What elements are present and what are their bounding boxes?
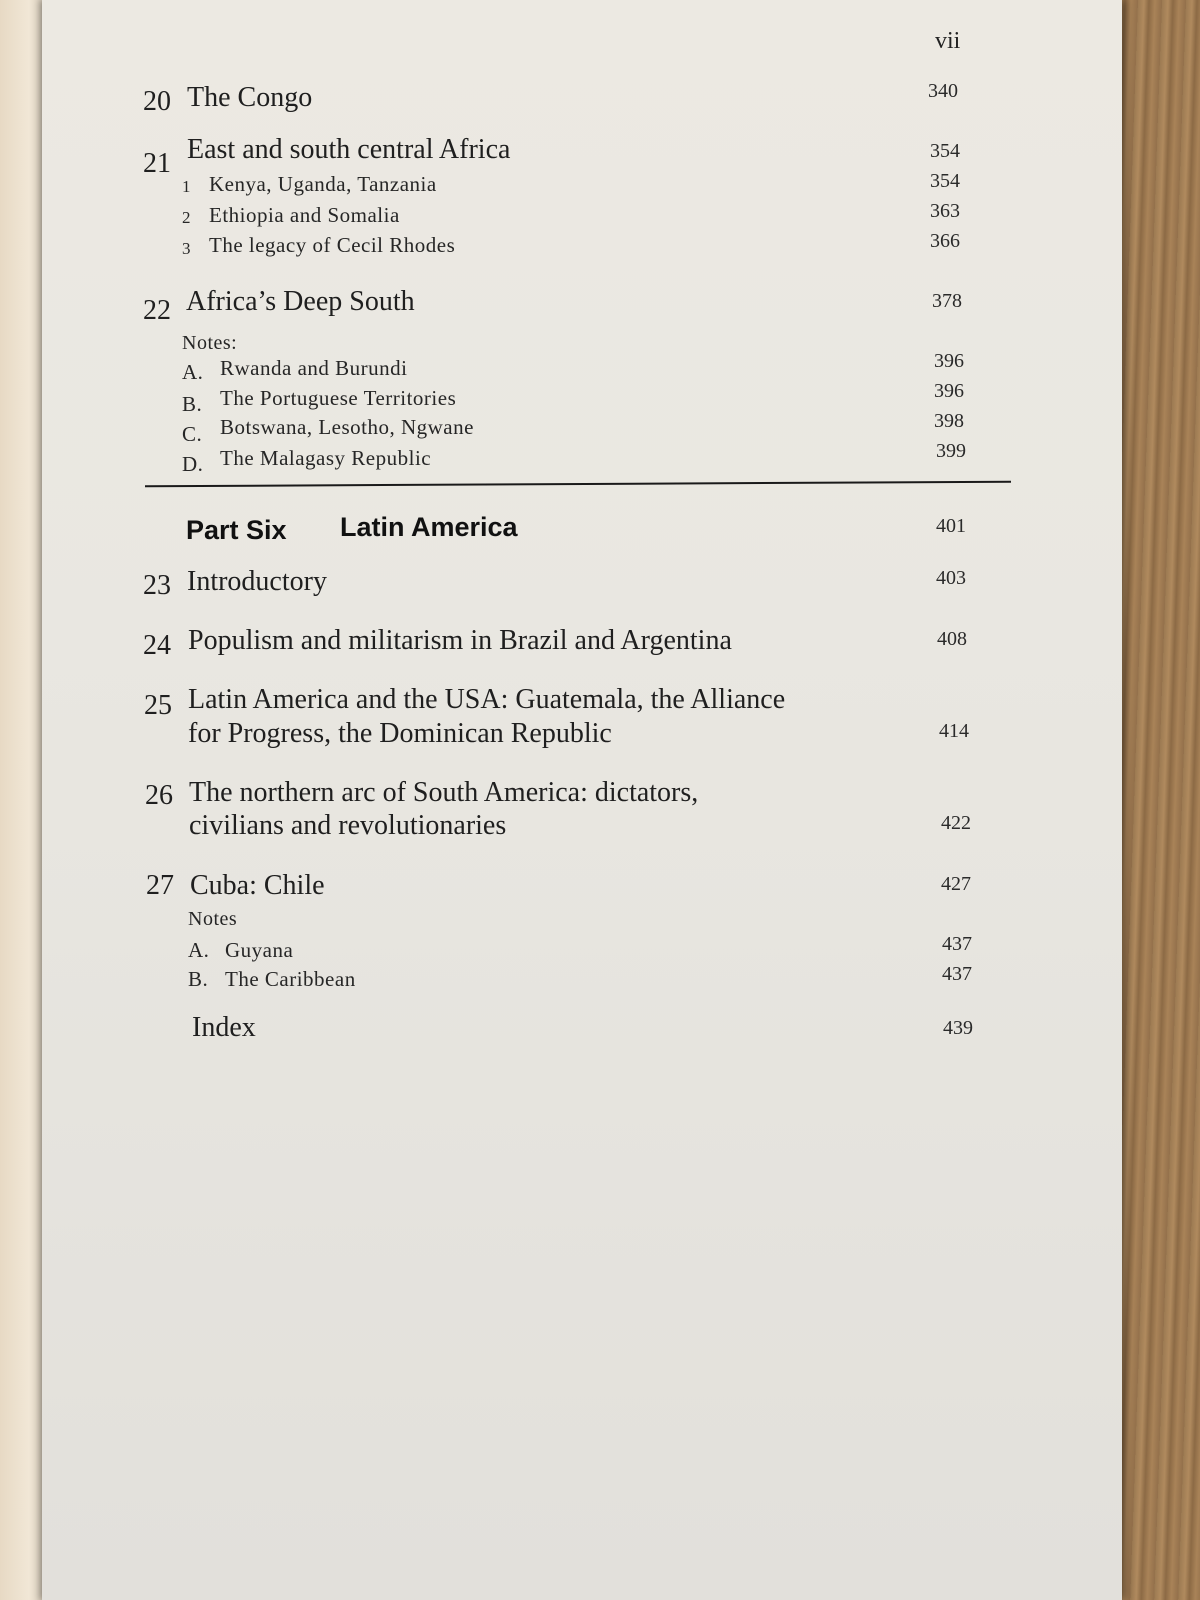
chapter-page-27: 427 <box>941 873 971 895</box>
chapter-page-23: 403 <box>936 567 966 589</box>
chapter-title-21: East and south central Africa <box>187 134 511 165</box>
chapter-title-24: Populism and militarism in Brazil and Argentina <box>188 625 732 656</box>
section-divider <box>145 481 1011 488</box>
chapter-title-22: Africa’s Deep South <box>186 286 415 317</box>
chapter-title-25-line2: for Progress, the Dominican Republic <box>188 718 612 749</box>
sub-mark: 3 <box>182 239 191 258</box>
note-title: Guyana <box>225 938 294 962</box>
note-title: Botswana, Lesotho, Ngwane <box>220 415 474 439</box>
sub-title: Ethiopia and Somalia <box>209 203 400 227</box>
part-page: 401 <box>936 515 966 537</box>
sub-title: The legacy of Cecil Rhodes <box>209 233 456 257</box>
note-title: The Caribbean <box>225 967 356 991</box>
sub-title: Kenya, Uganda, Tanzania <box>209 172 437 196</box>
chapter-title-25-line1: Latin America and the USA: Guatemala, the Alliance <box>188 684 786 715</box>
note-title: The Portuguese Territories <box>220 386 457 410</box>
note-page: 399 <box>936 440 966 462</box>
note-page: 396 <box>934 380 964 402</box>
note-mark: B. <box>188 967 209 991</box>
index-page: 439 <box>943 1017 973 1039</box>
notes-label: Notes: <box>182 332 238 354</box>
chapter-number-20: 20 <box>143 86 171 117</box>
sub-page: 363 <box>930 200 960 222</box>
note-mark: A. <box>188 938 210 962</box>
index-title: Index <box>192 1012 256 1043</box>
note-page: 437 <box>942 933 972 955</box>
chapter-page-24: 408 <box>937 628 967 650</box>
chapter-title-27: Cuba: Chile <box>190 870 325 901</box>
chapter-title-26-line1: The northern arc of South America: dictators, <box>189 777 699 808</box>
chapter-title-23: Introductory <box>187 566 327 597</box>
book-page <box>42 0 1122 1600</box>
page-edge <box>0 0 48 1600</box>
chapter-number-21: 21 <box>143 148 171 179</box>
chapter-page-22: 378 <box>932 290 962 312</box>
page-number: vii <box>935 28 961 54</box>
part-title: Latin America <box>340 512 518 542</box>
chapter-page-26: 422 <box>941 812 971 834</box>
chapter-number-26: 26 <box>145 780 173 811</box>
chapter-title-26-line2: civilians and revolutionaries <box>189 810 507 841</box>
chapter-page-20: 340 <box>928 80 958 102</box>
chapter-number-24: 24 <box>143 630 171 661</box>
chapter-page-25: 414 <box>939 720 969 742</box>
sub-mark: 2 <box>182 208 191 227</box>
note-mark: C. <box>182 422 203 446</box>
note-title: The Malagasy Republic <box>220 446 432 470</box>
sub-page: 354 <box>930 170 960 192</box>
sub-page: 366 <box>930 230 960 252</box>
note-mark: A. <box>182 360 204 384</box>
chapter-title-20: The Congo <box>187 82 313 113</box>
note-page: 437 <box>942 963 972 985</box>
note-page: 396 <box>934 350 964 372</box>
chapter-page-21: 354 <box>930 140 960 162</box>
notes-label: Notes <box>188 908 238 930</box>
sub-mark: 1 <box>182 177 191 196</box>
note-mark: D. <box>182 452 204 476</box>
chapter-number-22: 22 <box>143 295 171 326</box>
note-page: 398 <box>934 410 964 432</box>
note-title: Rwanda and Burundi <box>220 356 408 380</box>
chapter-number-27: 27 <box>146 870 174 901</box>
note-mark: B. <box>182 392 203 416</box>
part-label: Part Six <box>186 515 287 545</box>
chapter-number-25: 25 <box>144 690 172 721</box>
chapter-number-23: 23 <box>143 570 171 601</box>
